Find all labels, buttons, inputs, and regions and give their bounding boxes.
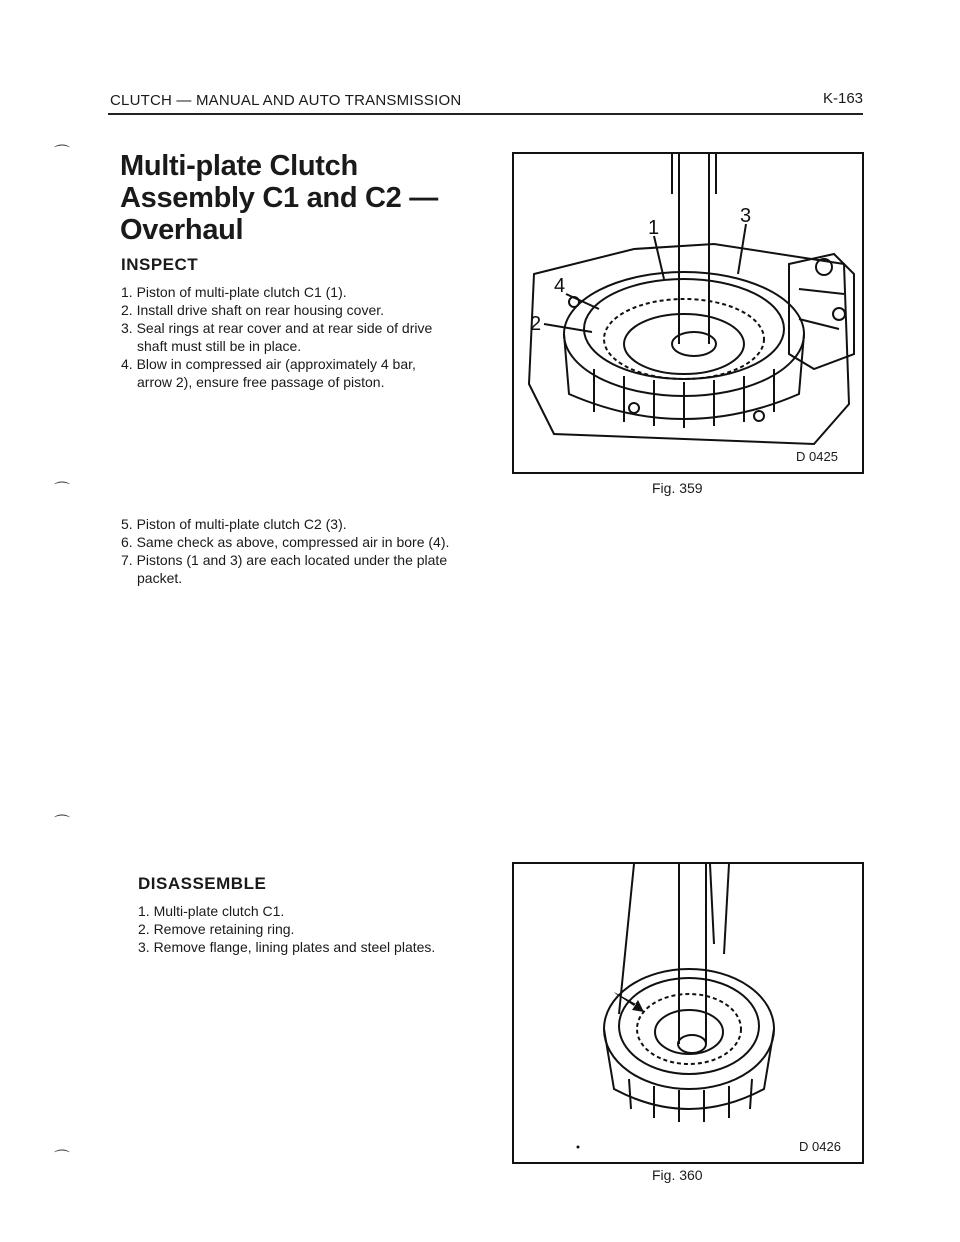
clutch-c1-disassembly-illustration	[514, 864, 862, 1162]
inspect-steps-b	[121, 515, 451, 587]
list-item: 7. Pistons (1 and 3) are each located under the plate packet.	[121, 552, 448, 586]
binder-mark: ⌒	[54, 1150, 71, 1167]
list-item: 3. Remove flange, lining plates and steel plates.	[138, 939, 436, 955]
figure-reference: D 0426	[799, 1139, 841, 1154]
figure-caption: Fig. 360	[652, 1167, 703, 1183]
page-number: K-163	[823, 90, 864, 107]
list-item: 1. Multi-plate clutch C1.	[138, 903, 285, 919]
disassemble-heading: DISASSEMBLE	[138, 874, 267, 893]
callout-label: 3	[740, 205, 752, 227]
running-header: CLUTCH — MANUAL AND AUTO TRANSMISSION	[110, 92, 462, 109]
figure-reference: D 0425	[796, 449, 838, 464]
clutch-c1-c2-illustration	[514, 154, 862, 472]
list-item: 1. Piston of multi-plate clutch C1 (1).	[121, 284, 347, 300]
list-item: 2. Install drive shaft on rear housing cover.	[121, 302, 385, 318]
list-item: 3. Seal rings at rear cover and at rear side of drive shaft must still be in place.	[121, 320, 433, 354]
list-item: 4. Blow in compressed air (approximately 4 bar, arrow 2), ensure free passage of piston.	[121, 356, 416, 390]
list-item: 5. Piston of multi-plate clutch C2 (3).	[121, 516, 347, 532]
figure-caption: Fig. 359	[652, 480, 703, 496]
list-item: 2. Remove retaining ring.	[138, 921, 295, 937]
binder-mark: ⌒	[54, 145, 71, 162]
title-line: Assembly C1 and C2 —	[120, 182, 438, 214]
inspect-heading: INSPECT	[121, 255, 199, 274]
figure-360	[512, 862, 864, 1164]
figure-359	[512, 152, 864, 474]
inspect-steps-a	[121, 283, 451, 391]
binder-mark: ⌒	[54, 815, 71, 832]
callout-label: 4	[554, 275, 566, 297]
page-title	[120, 150, 438, 246]
binder-mark: ⌒	[54, 482, 71, 499]
list-item: 6. Same check as above, compressed air in bore (4).	[121, 534, 450, 550]
disassemble-steps	[138, 902, 453, 956]
callout-label: 1	[648, 217, 660, 239]
header-rule	[108, 113, 863, 115]
title-line: Overhaul	[120, 214, 244, 246]
title-line: Multi-plate Clutch	[120, 150, 358, 182]
callout-label: 2	[530, 313, 542, 335]
